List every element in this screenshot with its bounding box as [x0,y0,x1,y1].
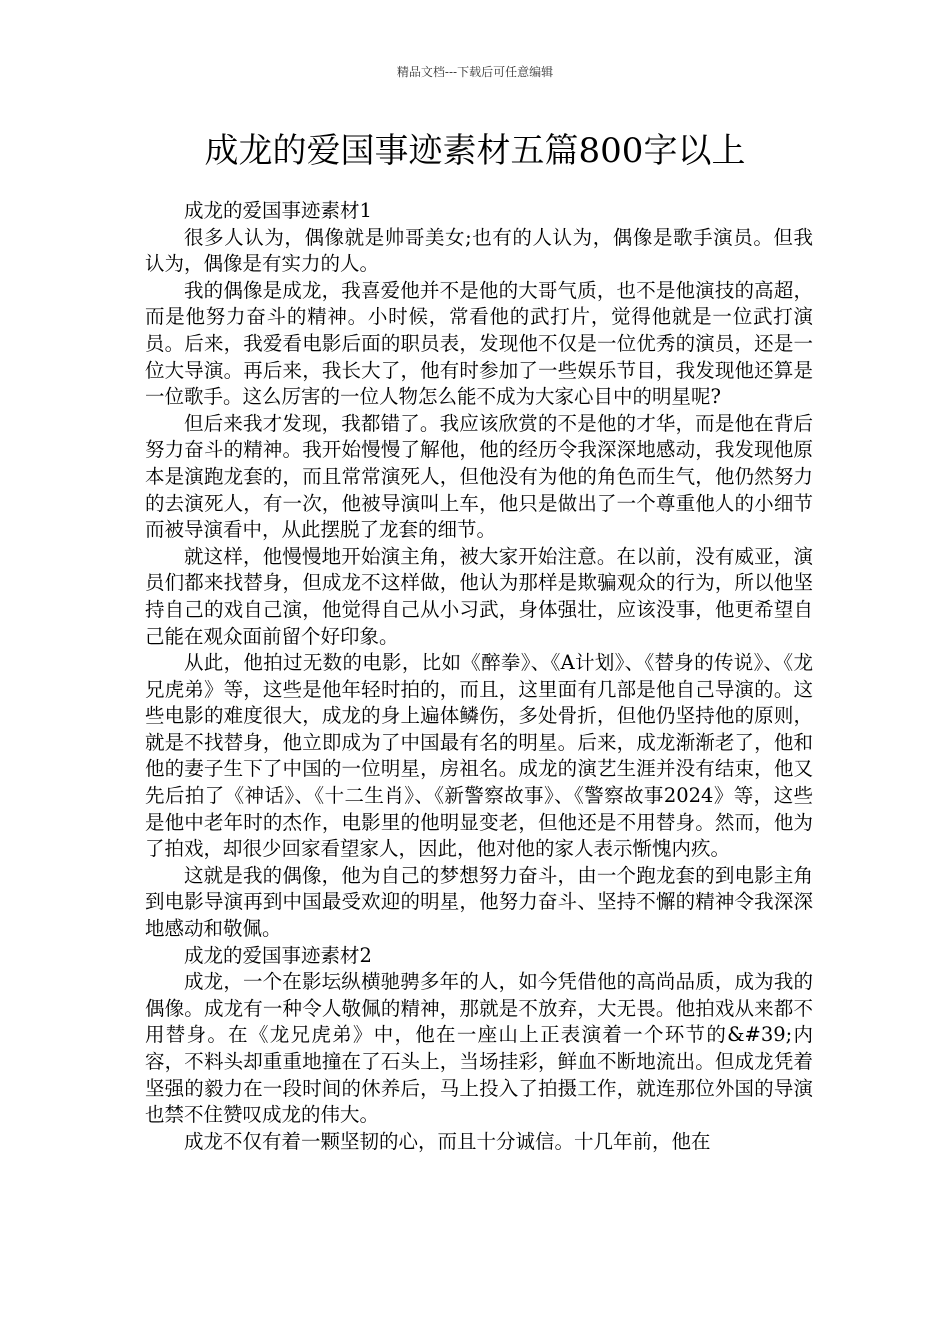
header-note: 精品文档---下载后可任意编辑 [396,65,554,79]
section-heading: 成龙的爱国事迹素材1 [184,199,372,222]
document-title: 成龙的爱国事迹素材五篇800字以上 [204,131,746,171]
paragraph: 就这样，他慢慢地开始演主角，被大家开始注意。在以前，没有威亚，演员们都来找替身，但成龙不这样做，他认为那样是欺骗观众的行为，所以他坚持自己的戏自己演，他觉得自己从小习武，身体强壮，应该没事，他更希望自己能在观众面前留个好印象。 [145,544,813,648]
section-heading: 成龙的爱国事迹素材2 [184,943,372,967]
paragraph: 成龙不仅有着一颗坚韧的心，而且十分诚信。十几年前，他在 [184,1129,711,1153]
paragraph: 但后来我才发现，我都错了。我应该欣赏的不是他的才华，而是他在背后努力奋斗的精神。我开始慢慢了解他，他的经历令我深深地感动，我发现他原本是演跑龙套的，而且常常演死人，但他没有为他的角色而生气，他仍然努力的去演死人，有一次，他被导演叫上车，他只是做出了一个尊重他人的小细节而被导演看中，从此摆脱了龙套的细节。 [145,411,813,542]
paragraph: 成龙，一个在影坛纵横驰骋多年的人，如今凭借他的高尚品质，成为我的偶像。成龙有一种令人敬佩的精神，那就是不放弃，大无畏。他拍戏从来都不用替身。在《龙兄虎弟》中，他在一座山上正表演着一个环节的&#39;内容，不料头却重重地撞在了石头上，当场挂彩，鲜血不断地流出。但成龙凭着坚强的毅力在一段时间的休养后，马上投入了拍摄工作，就连那位外国的导演也禁不住赞叹成龙的伟大。 [145,970,813,1127]
document-body [145,198,813,1155]
paragraph: 很多人认为，偶像就是帅哥美女;也有的人认为，偶像是歌手演员。但我认为，偶像是有实力的人。 [145,225,813,276]
paragraph: 从此，他拍过无数的电影，比如《醉拳》、《A计划》、《替身的传说》、《龙兄虎弟》等，这些是他年轻时拍的，而且，这里面有几部是他自己导演的。这些电影的难度很大，成龙的身上遍体鳞伤，多处骨折，但他仍坚持他的原则，就是不找替身，他立即成为了中国最有名的明星。后来，成龙渐渐老了，他和他的妻子生下了中国的一位明星，房祖名。成龙的演艺生涯并没有结束，他又先后拍了《神话》、《十二生肖》、《新警察故事》、《警察故事2024》等，这些是他中老年时的杰作，电影里的他明显变老，但他还是不用替身。然而，他为了拍戏，却很少回家看望家人，因此，他对他的家人表示惭愧内疚。 [145,651,813,861]
paragraph: 这就是我的偶像，他为自己的梦想努力奋斗，由一个跑龙套的到电影主角到电影导演再到中国最受欢迎的明星，他努力奋斗、坚持不懈的精神令我深深地感动和敬佩。 [145,863,813,941]
paragraph: 我的偶像是成龙，我喜爱他并不是他的大哥气质，也不是他演技的高超，而是他努力奋斗的精神。小时候，常看他的武打片，觉得他就是一位武打演员。后来，我爱看电影后面的职员表，发现他不仅是一位优秀的演员，还是一位大导演。再后来，我长大了，他有时参加了一些娱乐节目，我发现他还算是一位歌手。这么厉害的一位人物怎么能不成为大家心目中的明星呢? [145,278,813,409]
